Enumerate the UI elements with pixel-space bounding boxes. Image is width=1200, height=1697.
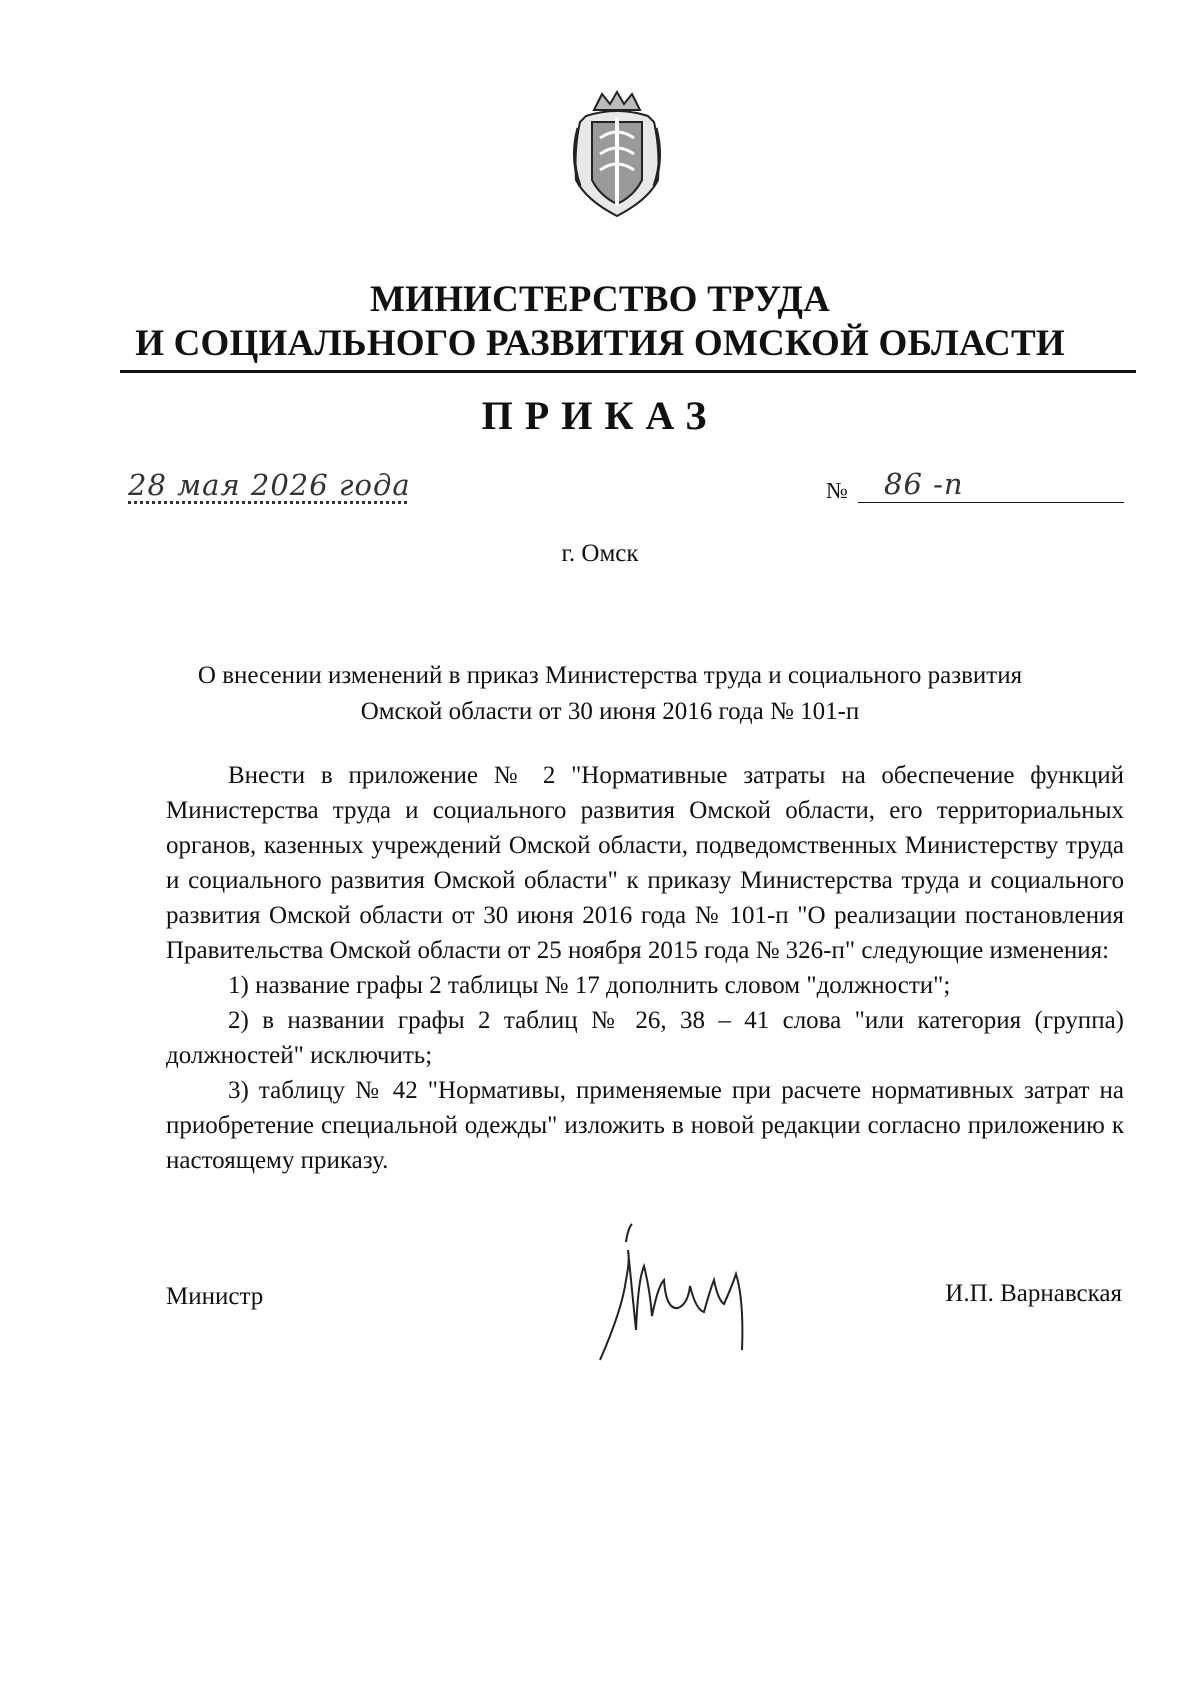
order-number-line [858,502,1124,503]
body-intro: Внести в приложение № 2 "Нормативные затраты на обеспечение функций Министерства труда и социального развития Омской области, его территориальных органов, казенных учреждений Омской области, подведомственных Министерству труда и социального развития Омской области" к приказу Министерства труда и социального развития Омской области от 30 июня 2016 года № 101-п "О реализации постановления Правительства Омской области от 25 ноября 2015 года № 326-п" следующие изменения: [166,762,1124,964]
order-title [150,658,1070,730]
body-item-2: 2) в названии графы 2 таблиц № 26, 38 – 41 слова "или категория (группа) должностей" исключить; [166,1007,1124,1069]
organization-name-line-1: МИНИСТЕРСТВО ТРУДА [369,279,831,320]
body-item-1: 1) название графы 2 таблицы № 17 дополнить словом "должности"; [228,972,951,999]
handwritten-signature-icon [592,1220,802,1370]
order-body [166,758,1124,1178]
signer-name: И.П. Варнавская [945,1280,1122,1307]
city: г. Омск [561,540,639,567]
signer-position: Министр [166,1283,264,1310]
coat-of-arms-icon [568,88,666,220]
body-item-3: 3) таблицу № 42 "Нормативы, применяемые при расчете нормативных затрат на приобретение специальной одежды" изложить в новой редакции согласно приложению к настоящему приказу. [166,1077,1124,1174]
order-number: 86 -п [884,467,964,501]
order-number-label: № [826,478,848,503]
organization-name-line-2: И СОЦИАЛЬНОГО РАЗВИТИЯ ОМСКОЙ ОБЛАСТИ [135,323,1065,364]
order-title-line-2: Омской области от 30 июня 2016 года № 101-п [360,698,860,725]
document-type: ПРИКАЗ [481,393,719,438]
header-divider [120,370,1136,373]
order-date: 28 мая 2026 года [128,468,411,502]
order-title-line-1: О внесении изменений в приказ Министерства труда и социального развития [197,662,1023,689]
